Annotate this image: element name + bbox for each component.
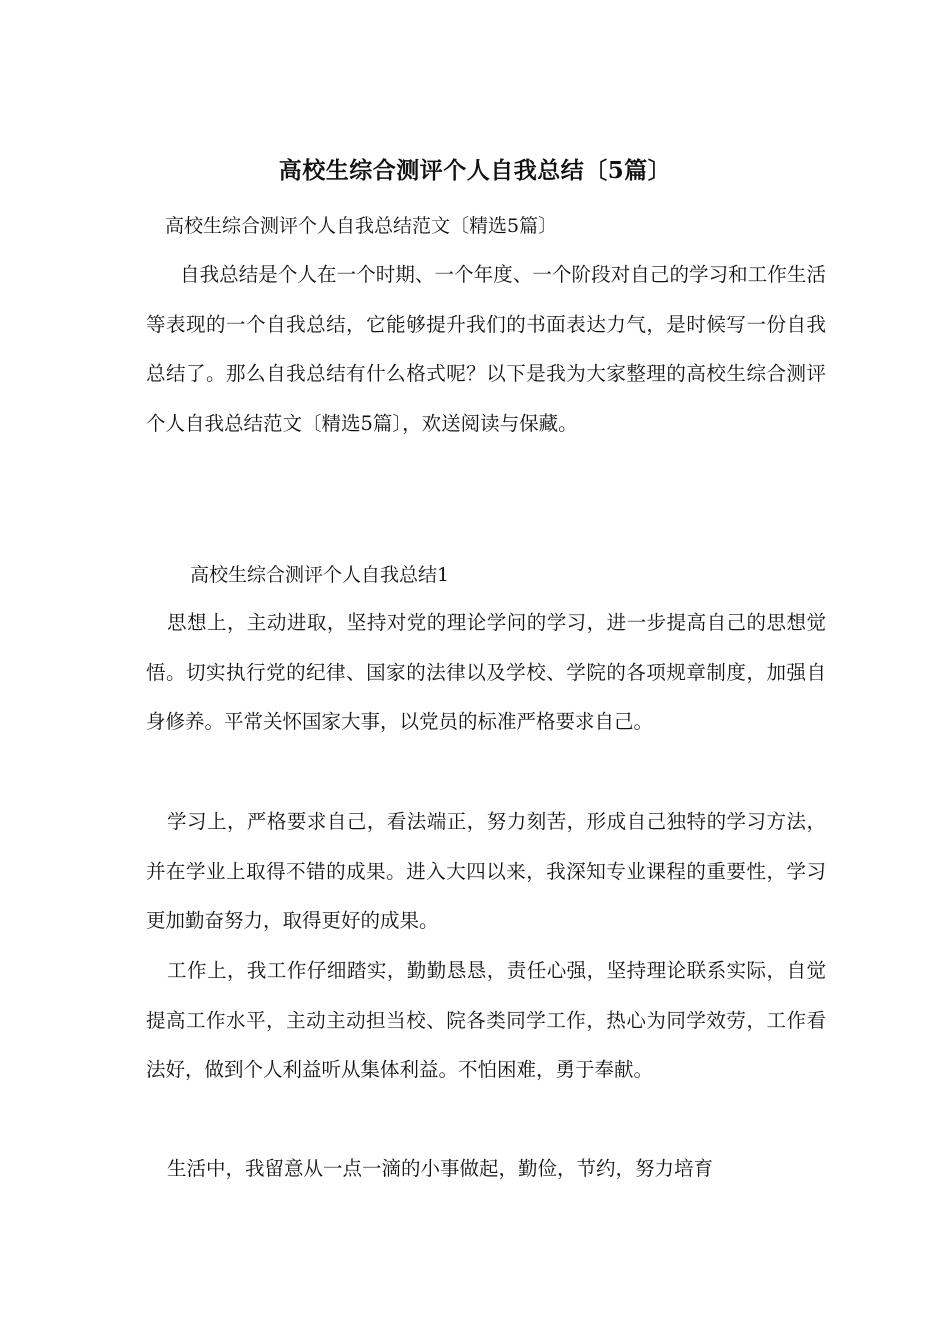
body-paragraph-work: 工作上，我工作仔细踏实，勤勤恳恳，责任心强，坚持理论联系实际，自觉提高工作水平，主动主动担当校、院各类同学工作，热心为同学效劳，工作看法好，做到个人利益听从集体利益。不怕困难，勇于奉献。	[146, 959, 826, 1081]
body-paragraph-study: 学习上，严格要求自己，看法端正，努力刻苦，形成自己独特的学习方法，并在学业上取得不错的成果。进入大四以来，我深知专业课程的重要性，学习更加勤奋努力，取得更好的成果。	[146, 810, 826, 932]
body-paragraph-life: 生活中，我留意从一点一滴的小事做起，勤俭，节约，努力培育	[167, 1157, 714, 1180]
section-heading: 高校生综合测评个人自我总结1	[190, 564, 450, 586]
document-title: 高校生综合测评个人自我总结〔5篇〕	[278, 157, 672, 184]
document-subtitle: 高校生综合测评个人自我总结范文〔精选5篇〕	[165, 215, 558, 237]
intro-paragraph: 自我总结是个人在一个时期、一个年度、一个阶段对自己的学习和工作生活等表现的一个自我总结，它能够提升我们的书面表达力气，是时候写一份自我总结了。那么自我总结有什么格式呢？以下是我为大家整理的高校生综合测评个人自我总结范文〔精选5篇〕，欢送阅读与保藏。	[146, 263, 826, 435]
body-paragraph-thought: 思想上，主动进取，坚持对党的理论学问的学习，进一步提高自己的思想觉悟。切实执行党的纪律、国家的法律以及学校、学院的各项规章制度，加强自身修养。平常关怀国家大事，以党员的标准严格要求自己。	[146, 611, 826, 733]
